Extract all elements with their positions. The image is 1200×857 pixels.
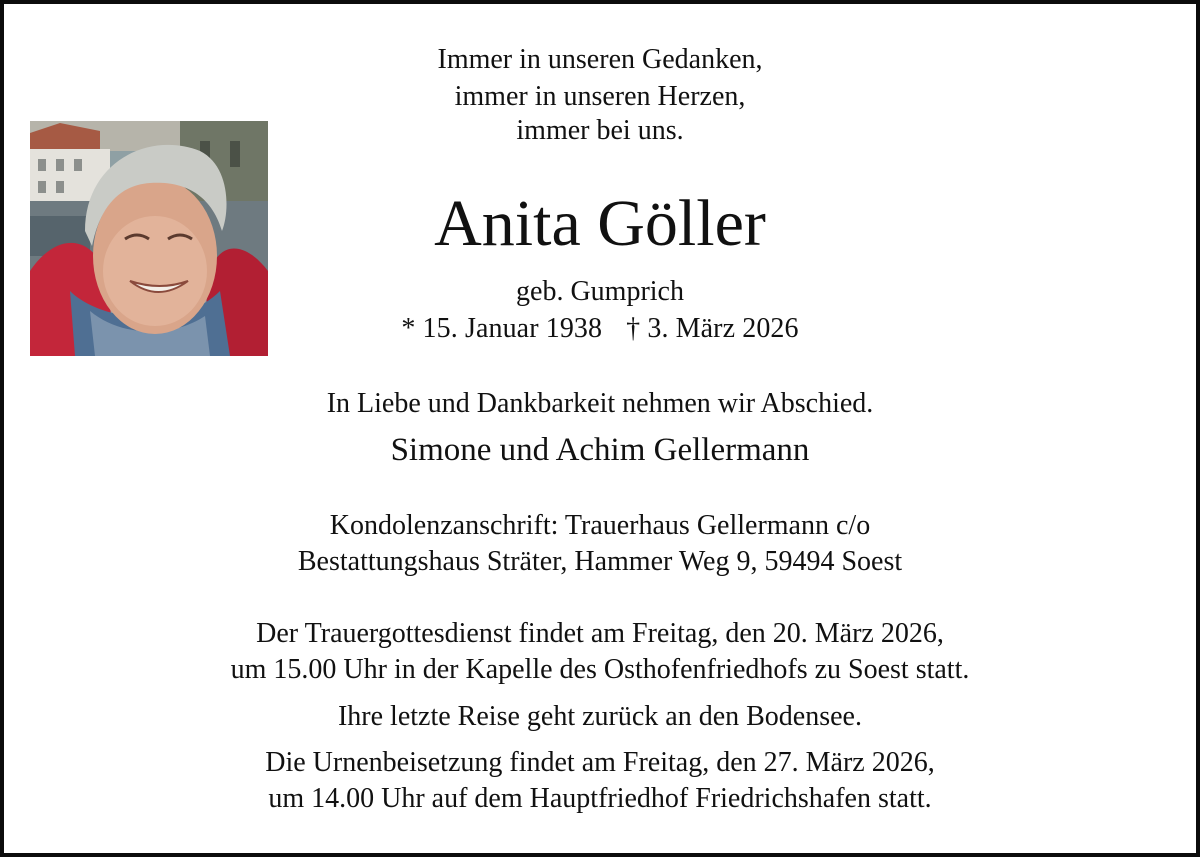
death-date: † 3. März 2026 [626, 313, 799, 344]
burial-line-2: um 14.00 Uhr auf dem Hauptfriedhof Friedrichshafen statt. [268, 783, 932, 814]
motto-line-3: immer bei uns. [516, 115, 684, 146]
condolence-line-1: Kondolenzanschrift: Trauerhaus Gellermann c/o [329, 510, 871, 541]
motto-line-1: Immer in unseren Gedanken, [437, 44, 763, 75]
birth-date: * 15. Januar 1938 [401, 313, 603, 344]
service-line-1: Der Trauergottesdienst findet am Freitag, den 20. März 2026, [256, 618, 944, 649]
condolence-line-2: Bestattungshaus Sträter, Hammer Weg 9, 59494 Soest [297, 546, 903, 577]
life-dates [0, 313, 1200, 345]
motto-line-2: immer in unseren Herzen, [454, 81, 746, 112]
burial-line-1: Die Urnenbeisetzung findet am Freitag, den 27. März 2026, [265, 747, 935, 778]
journey-text: Ihre letzte Reise geht zurück an den Bodensee. [337, 701, 862, 732]
deceased-name: Anita Göller [434, 187, 766, 260]
service-line-2: um 15.00 Uhr in der Kapelle des Osthofenfriedhofs zu Soest statt. [230, 654, 970, 685]
farewell-text: In Liebe und Dankbarkeit nehmen wir Abschied. [326, 388, 874, 419]
mourners: Simone und Achim Gellermann [390, 432, 810, 468]
birth-name: geb. Gumprich [516, 276, 684, 307]
